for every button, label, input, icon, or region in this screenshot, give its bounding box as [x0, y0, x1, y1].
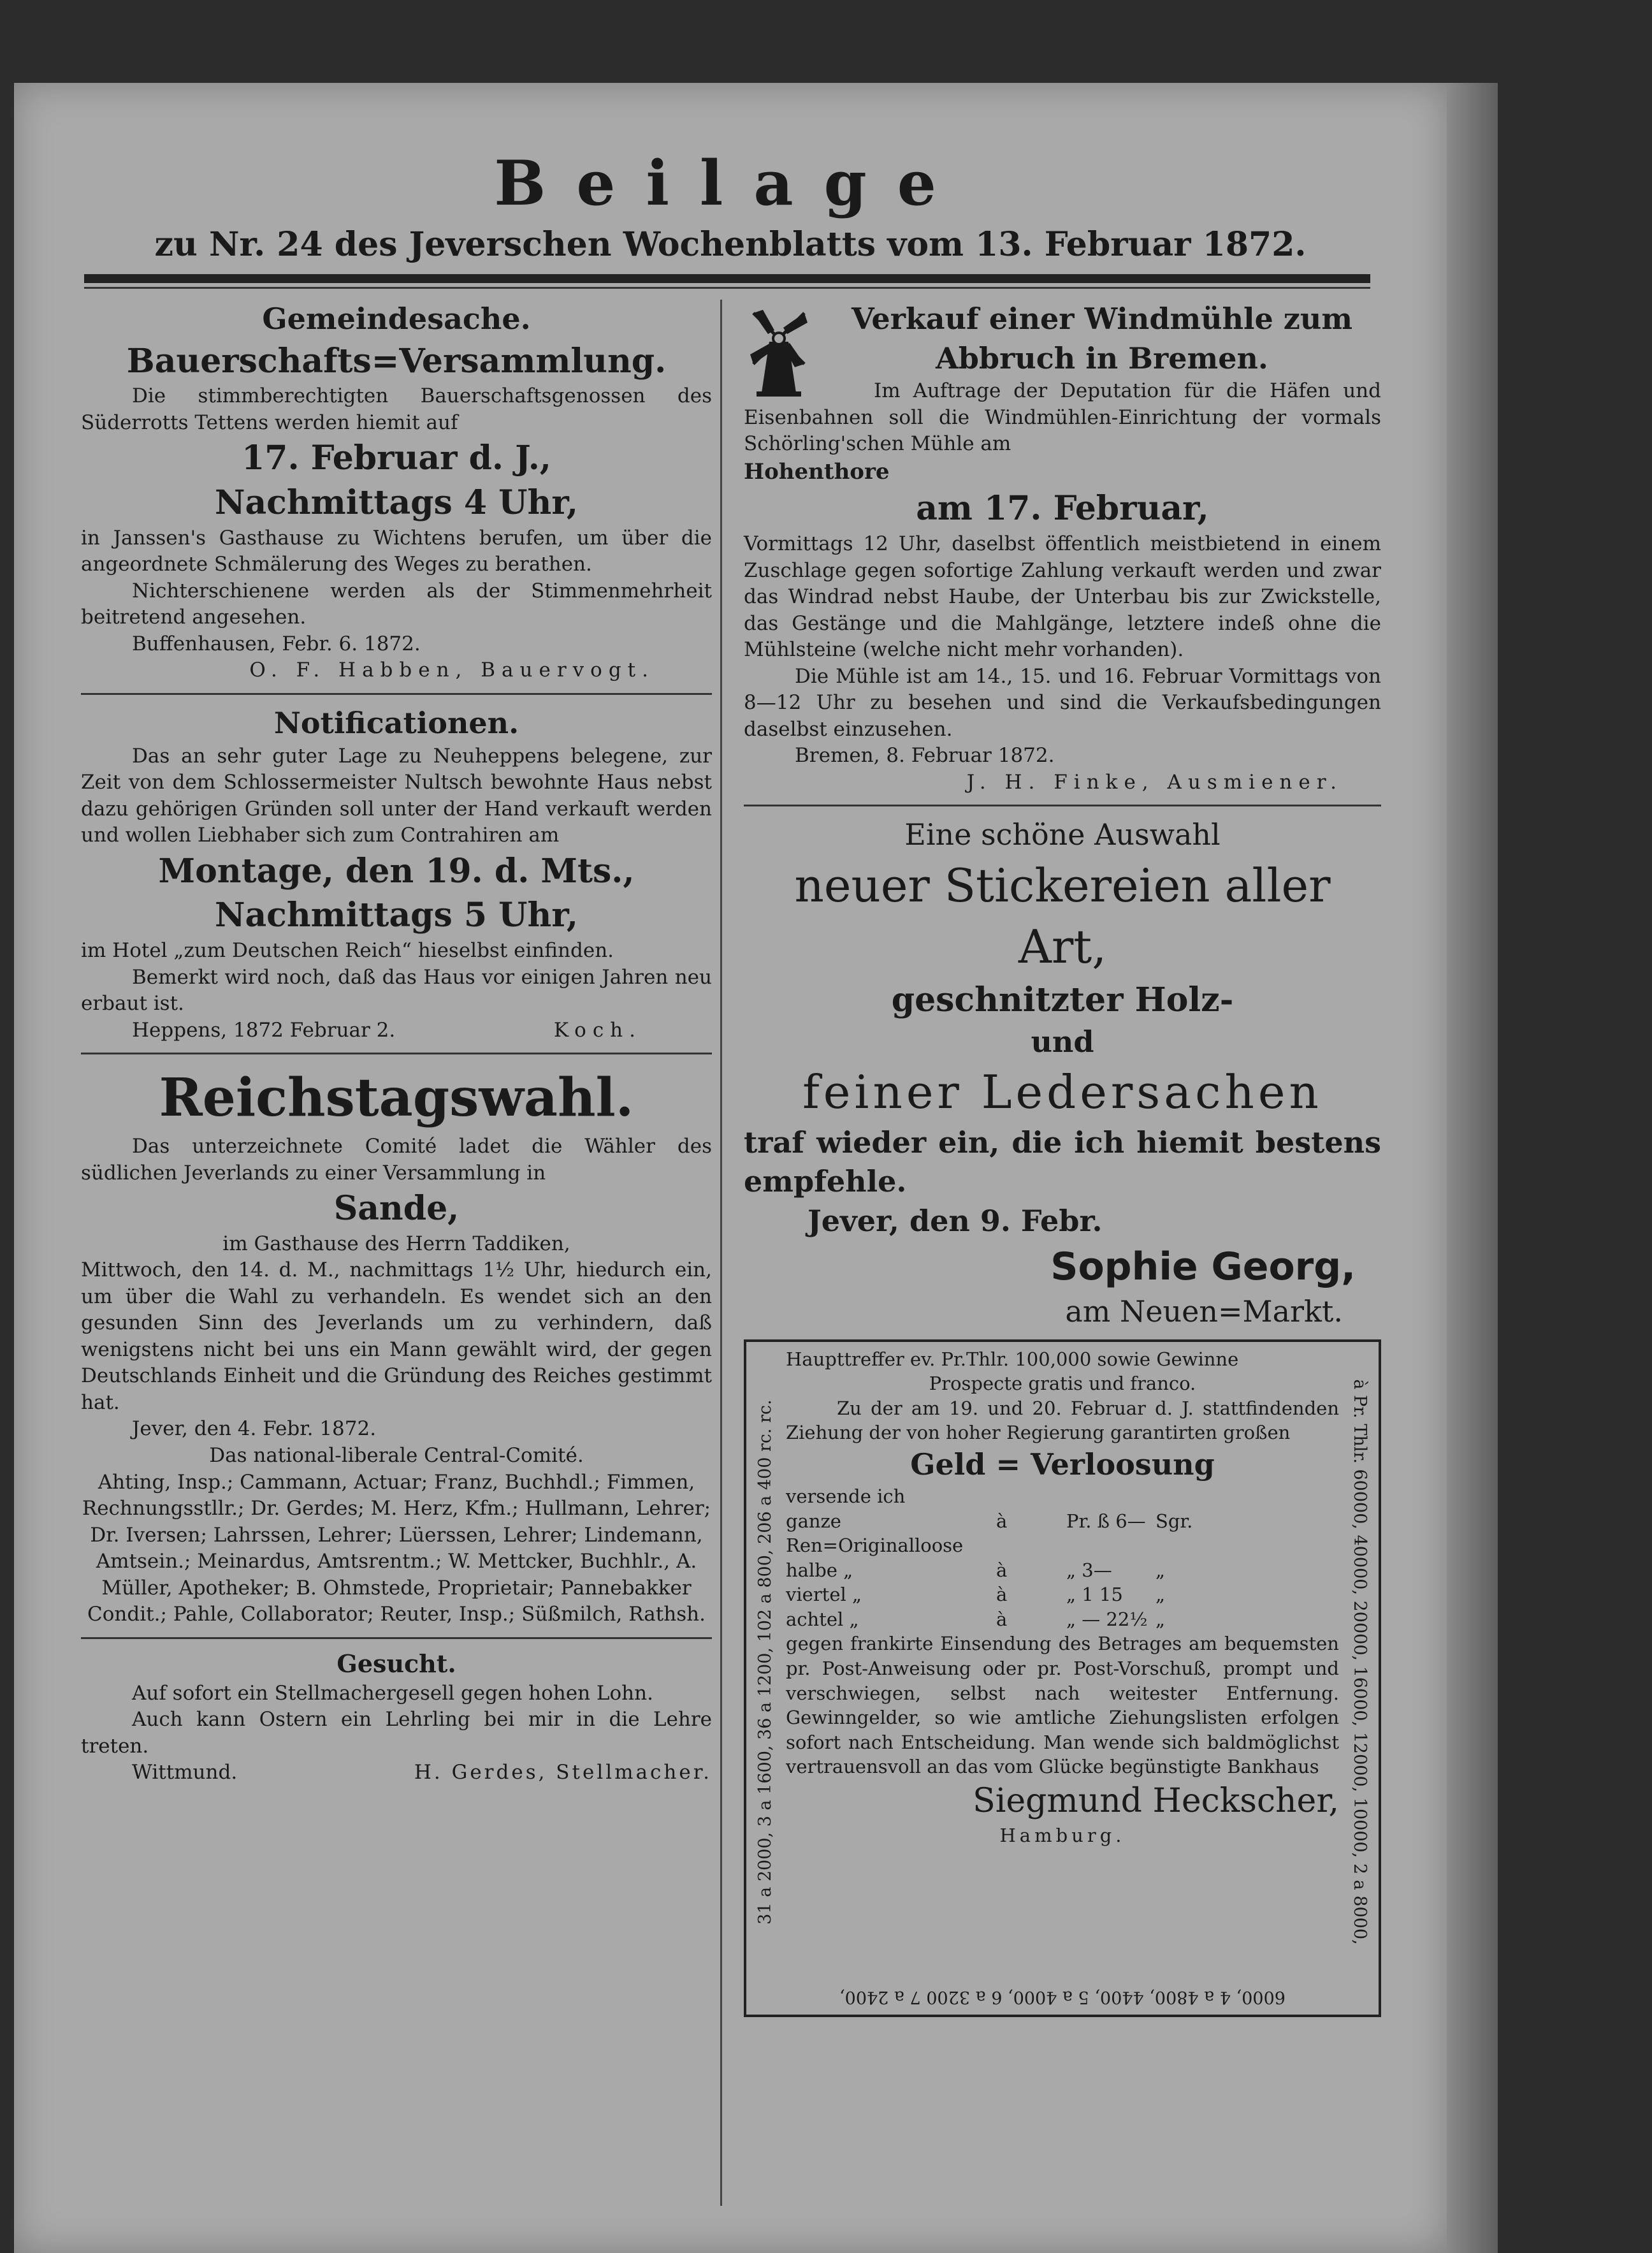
lottery-versende: versende ich	[786, 1485, 906, 1508]
notice-notificationen	[81, 704, 712, 1044]
lottery-content	[786, 1342, 1339, 1981]
notif-time: Nachmittags 5 Uhr,	[214, 896, 579, 935]
lottery-top: Haupttreffer ev. Pr.Thlr. 100,000 sowie Gewinne	[786, 1348, 1239, 1370]
windmill-signature: J. H. Finke, Ausmiener.	[966, 770, 1343, 794]
windmill-place-date: Bremen, 8. Februar 1872.	[795, 744, 1055, 768]
notice-reichstagswahl	[81, 1063, 712, 1628]
gemeinde-date: 17. Februar d. J.,	[242, 439, 551, 478]
gemeinde-title: Bauerschafts=Versammlung.	[126, 341, 667, 381]
gemeinde-body3: Nichterschienene werden als der Stimmenmehrheit beitretend angesehen.	[81, 579, 712, 629]
stick-line4: und	[1031, 1024, 1094, 1059]
notif-heading: Notificationen.	[273, 705, 519, 740]
notice-windmuehle	[744, 300, 1381, 796]
table-row: viertel „ à „ 1 15 „	[786, 1584, 1166, 1606]
page-edge	[1447, 83, 1498, 2253]
stick-line1: Eine schöne Auswahl	[904, 817, 1221, 852]
separator	[81, 693, 712, 695]
lottery-prospecte: Prospecte gratis und franco.	[929, 1373, 1196, 1395]
ad-lottery	[744, 1339, 1381, 2017]
notif-signature: Koch.	[553, 1018, 642, 1042]
lottery-left-border: 31 a 2000, 3 a 1600, 36 a 1200, 102 a 800, 206 a 400 rc. rc.	[755, 1399, 775, 1925]
table-row: achtel „ à „ — 22½ „	[786, 1608, 1166, 1630]
notif-place: Heppens, 1872 Februar 2.	[132, 1018, 396, 1042]
stick-body: traf wieder ein, die ich hiemit bestens empfehle.	[744, 1125, 1381, 1199]
windmill-place: Hohenthore	[744, 458, 890, 485]
header-rule-thin	[84, 287, 1370, 289]
notif-body3: Bemerkt wird noch, daß das Haus vor einigen Jahren neu erbaut ist.	[81, 965, 712, 1016]
reichstag-venue: im Gasthause des Herrn Taddiken,	[222, 1232, 570, 1255]
windmill-body2: Vormittags 12 Uhr, daselbst öffentlich meistbietend in einem Zuschlage gegen sofortige Zahlung verkauft werden und zwar das Windrad nebst Haube, der Unterbau bis zur Zwickstelle, das Gestänge und die Mahlgänge, letztere indeß ohne die Mühlsteine (welche nicht mehr vorhanden).	[744, 532, 1381, 662]
stick-line2: neuer Stickereien aller Art,	[794, 859, 1331, 974]
page-title: Beilage	[494, 147, 967, 219]
lottery-title: Geld = Verloosung	[910, 1447, 1215, 1482]
table-row: halbe „ à „ 3— „	[786, 1559, 1166, 1581]
gemeinde-body2: in Janssen's Gasthause zu Wichtens berufen, um über die angeordnete Schmälerung des Weges zu berathen.	[81, 526, 712, 576]
notif-body2: im Hotel „zum Deutschen Reich“ hieselbst einfinden.	[81, 938, 614, 962]
stick-address: am Neuen=Markt.	[1065, 1294, 1343, 1329]
gemeinde-place: Buffenhausen, Febr. 6. 1872.	[132, 632, 421, 655]
stick-place: Jever, den 9. Febr.	[808, 1203, 1103, 1238]
lottery-bank: Siegmund Heckscher,	[973, 1781, 1339, 1820]
separator	[81, 1053, 712, 1054]
stick-line5: feiner Ledersachen	[802, 1065, 1322, 1119]
stick-line3: geschnitzter Holz-	[891, 980, 1234, 1019]
separator	[744, 805, 1381, 806]
notif-body: Das an sehr guter Lage zu Neuheppens belegene, zur Zeit von dem Schlossermeister Nultsch bewohnte Haus nebst dazu gehörigen Gründen soll unter der Hand verkauft werden und wollen Liebhaber sich zum Contrahiren am	[81, 744, 712, 847]
lottery-intro: Zu der am 19. und 20. Februar d. J. stattfindenden Ziehung der von hoher Regierung garantirten großen	[786, 1397, 1339, 1444]
gesucht-body2: Auch kann Ostern ein Lehrling bei mir in die Lehre treten.	[81, 1708, 712, 1758]
lottery-body: gegen frankirte Einsendung des Betrages am bequemsten pr. Post-Anweisung oder pr. Post-Vorschuß, prompt und verschwiegen, selbst nach weitester Entfernung. Gewinngelder, so wie amtliche Ziehungslisten erfolgen sofort nach Entscheidung. Man wende sich baldmöglichst vertrauensvoll an das vom Glücke begünstigte Bankhaus	[786, 1633, 1339, 1778]
windmill-heading: Verkauf einer Windmühle zum Abbruch in Bremen.	[851, 302, 1353, 376]
page-header	[14, 147, 1447, 264]
gemeinde-body: Die stimmberechtigten Bauerschaftsgenossen des Süderrotts Tettens werden hiemit auf	[81, 384, 712, 434]
windmill-icon	[744, 303, 814, 399]
lottery-right-border: à Pr. Thlr. 60000, 40000, 20000, 16000, 12000, 10000, 2 a 8000,	[1350, 1379, 1370, 1945]
gesucht-place: Wittmund.	[132, 1761, 238, 1784]
reichstag-members: Ahting, Insp.; Cammann, Actuar; Franz, Buchhdl.; Fimmen, Rechnungsstllr.; Dr. Gerdes; M. Herz, Kfm.; Hullmann, Lehrer; Dr. Iversen; Lahrssen, Lehrer; Lüerssen, Lehrer; Lindemann, Amtsein.; Meinardus, Amtsrentm.; W. Mettcker, Buchhlr., A. Müller, Apotheker; B. Ohmstede, Proprietair; Pannebakker Condit.; Pahle, Collaborator; Reuter, Insp.; Süßmilch, Rathsh.	[82, 1470, 711, 1626]
windmill-body3: Die Mühle ist am 14., 15. und 16. Februar Vormittags von 8—12 Uhr zu besehen und sind die Verkaufsbedingungen daselbst einzusehen.	[744, 664, 1381, 741]
left-column	[81, 300, 712, 2196]
reichstag-heading: Reichstagswahl.	[159, 1067, 634, 1129]
notice-gemeindesache	[81, 300, 712, 684]
ad-stickereien	[744, 815, 1381, 1331]
reichstag-body: Das unterzeichnete Comité ladet die Wähler des südlichen Jeverlands zu einer Versammlung in	[81, 1134, 712, 1185]
lottery-bottom-border: 6000, 4 a 4800, 4400, 5 a 4000, 6 a 3200 7 a 2400,	[839, 1987, 1286, 2007]
reichstag-place: Sande,	[333, 1189, 460, 1229]
gesucht-heading: Gesucht.	[337, 1649, 456, 1678]
table-row: ganze Ren=Originalloose à Pr. ß 6— Sgr.	[786, 1510, 1193, 1557]
reichstag-committee: Das national-liberale Central-Comité.	[209, 1443, 584, 1467]
right-column	[744, 300, 1381, 2196]
page-subtitle: zu Nr. 24 des Jeverschen Wochenblatts vom 13. Februar 1872.	[154, 225, 1307, 264]
gemeinde-heading: Gemeindesache.	[262, 302, 531, 336]
header-rule-thick	[84, 274, 1370, 283]
windmill-body: Im Auftrage der Deputation für die Häfen und Eisenbahnen soll die Windmühlen-Einrichtung der vormals Schörling'schen Mühle am	[744, 379, 1381, 456]
notif-date: Montage, den 19. d. Mts.,	[158, 851, 635, 891]
gesucht-signature: H. Gerdes, Stellmacher.	[414, 1761, 712, 1784]
windmill-date: am 17. Februar,	[916, 489, 1209, 529]
lottery-city: Hamburg.	[999, 1824, 1126, 1846]
newspaper-page	[14, 83, 1447, 2253]
separator	[81, 1637, 712, 1639]
lottery-price-table	[786, 1509, 1339, 1632]
column-divider	[720, 300, 722, 2206]
reichstag-when: Mittwoch, den 14. d. M., nachmittags 1½ Uhr, hiedurch ein, um über die Wahl zu verhandeln. Es wendet sich an den gesunden Sinn des Jeverlands um zu verhindern, daß wenigstens nicht bei uns ein Mann gewählt wird, der gegen Deutschlands Einheit und die Gründung des Reiches gestimmt hat.	[81, 1258, 712, 1414]
gesucht-body: Auf sofort ein Stellmachergesell gegen hohen Lohn.	[132, 1681, 653, 1705]
reichstag-date: Jever, den 4. Febr. 1872.	[132, 1417, 377, 1441]
gemeinde-time: Nachmittags 4 Uhr,	[214, 483, 579, 523]
notice-gesucht	[81, 1648, 712, 1786]
gemeinde-signature: O. F. Habben, Bauervogt.	[249, 659, 655, 682]
stick-name: Sophie Georg,	[1050, 1244, 1356, 1289]
